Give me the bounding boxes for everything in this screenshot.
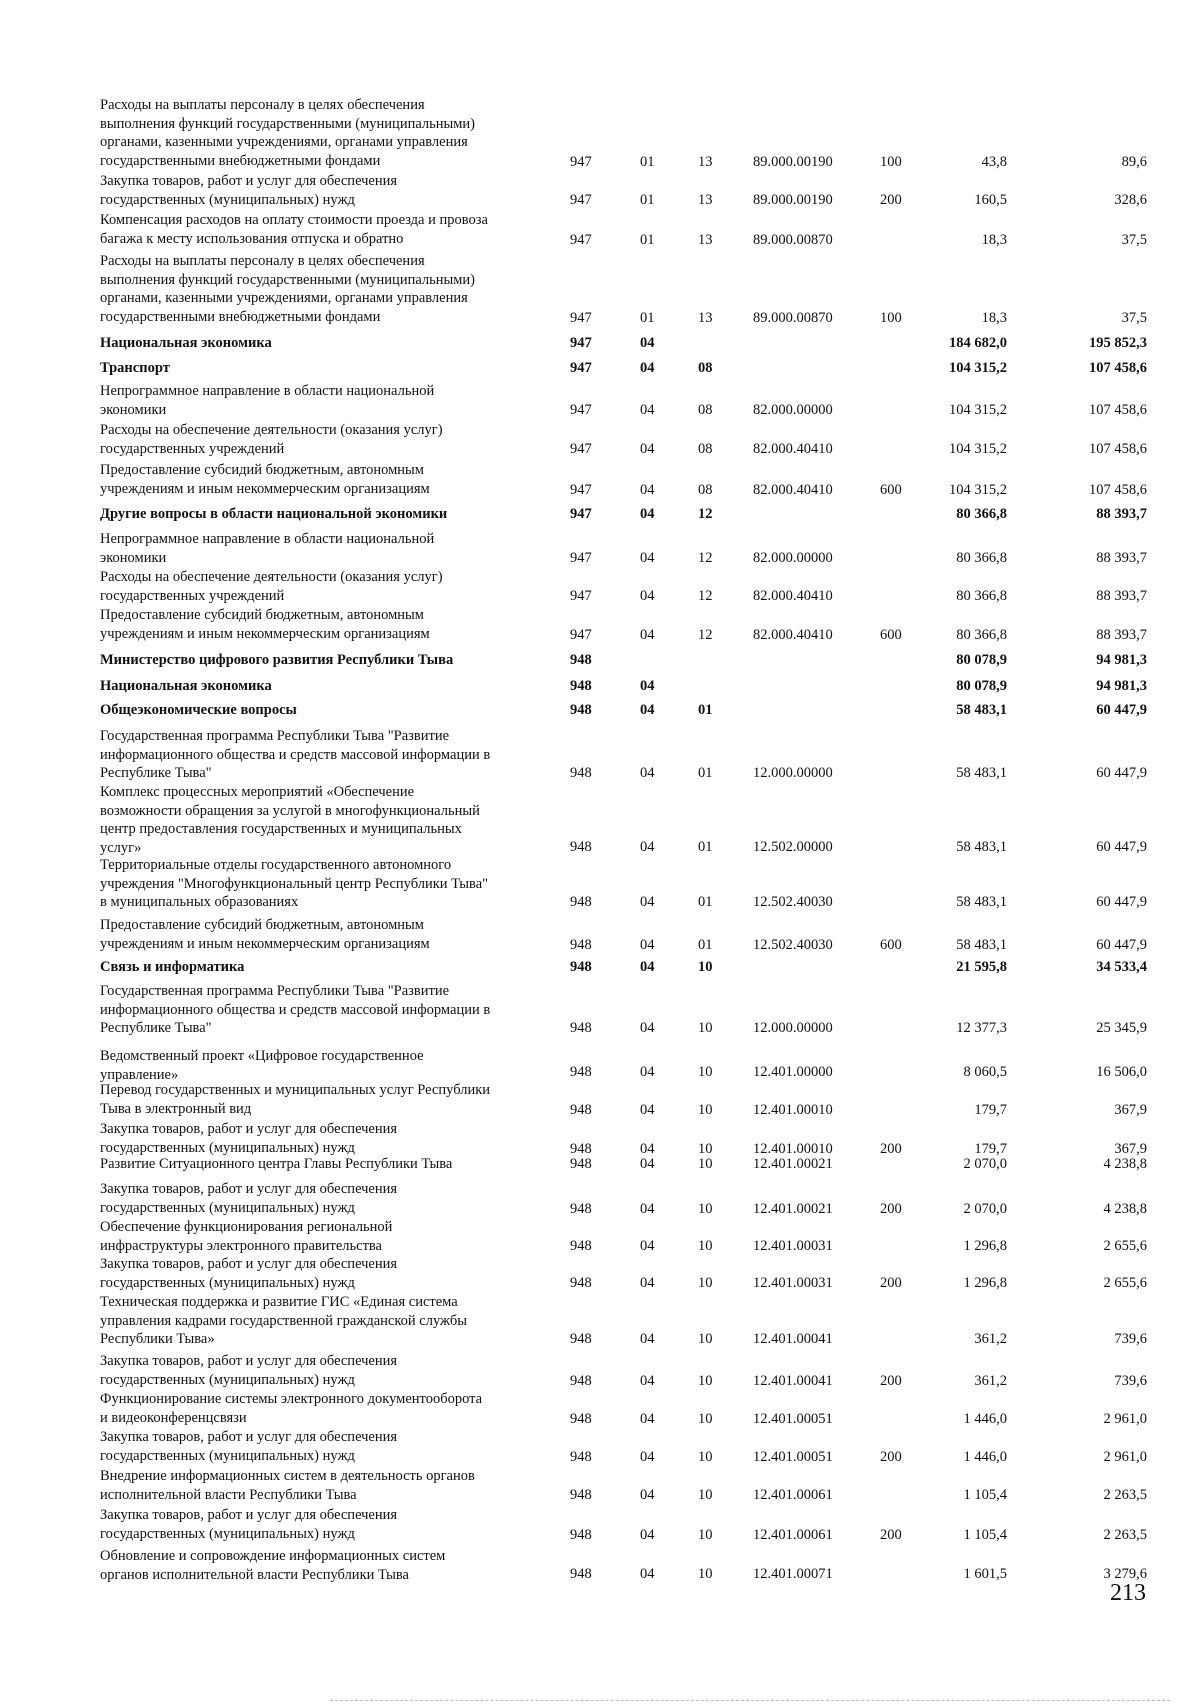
cell-name: Непрограммное направление в области национальной экономики <box>100 531 435 566</box>
cell-name: Предоставление субсидий бюджетным, автономным учреждениям и иным некоммерческим организациям <box>100 607 430 642</box>
cell-v1: 80 366,8 <box>956 626 1007 643</box>
cell-v2: 60 447,9 <box>1096 936 1147 953</box>
cell-v2: 60 447,9 <box>1096 701 1147 718</box>
cell-csr: 12.401.00031 <box>753 1274 833 1291</box>
cell-csr: 12.401.00061 <box>753 1526 833 1543</box>
cell-v1: 80 078,9 <box>956 677 1007 694</box>
cell-name: Территориальные отделы государственного автономного учреждения "Многофункциональный центр Республики Тыва" в муниципальных образованиях <box>100 857 489 910</box>
cell-v1: 58 483,1 <box>956 701 1007 718</box>
cell-v1: 104 315,2 <box>949 481 1007 498</box>
cell-csr: 82.000.40410 <box>753 440 833 457</box>
cell-v2: 37,5 <box>1121 309 1147 326</box>
cell-csr: 89.000.00190 <box>753 153 833 170</box>
cell-v1: 104 315,2 <box>949 440 1007 457</box>
cell-v2: 88 393,7 <box>1096 626 1147 643</box>
cell-vr: 600 <box>880 936 902 953</box>
cell-pr: 08 <box>698 359 713 376</box>
table-row <box>0 1081 1200 1119</box>
cell-vr: 100 <box>880 309 902 326</box>
cell-name: Закупка товаров, работ и услуг для обеспечения государственных (муниципальных) нужд <box>100 1507 398 1542</box>
cell-v2: 3 279,6 <box>1103 1565 1147 1582</box>
cell-ved: 948 <box>570 1101 592 1118</box>
cell-v1: 179,7 <box>974 1101 1007 1118</box>
cell-rz: 01 <box>640 191 655 208</box>
cell-pr: 10 <box>698 1101 713 1118</box>
cell-v1: 80 366,8 <box>956 587 1007 604</box>
table-row <box>0 651 1200 669</box>
cell-ved: 947 <box>570 549 592 566</box>
cell-v1: 21 595,8 <box>956 958 1007 975</box>
cell-ved: 948 <box>570 1200 592 1217</box>
cell-ved: 948 <box>570 1448 592 1465</box>
table-row <box>0 568 1200 605</box>
cell-name: Закупка товаров, работ и услуг для обеспечения государственных (муниципальных) нужд <box>100 1353 398 1388</box>
cell-v1: 58 483,1 <box>956 838 1007 855</box>
cell-v2: 2 263,5 <box>1103 1526 1147 1543</box>
cell-v2: 739,6 <box>1114 1372 1147 1389</box>
table-row <box>0 211 1200 249</box>
cell-rz: 04 <box>640 1274 655 1291</box>
cell-vr: 200 <box>880 1526 902 1543</box>
cell-ved: 947 <box>570 153 592 170</box>
cell-rz: 04 <box>640 1330 655 1347</box>
cell-csr: 82.000.40410 <box>753 626 833 643</box>
cell-rz: 04 <box>640 1372 655 1389</box>
table-row <box>0 727 1200 782</box>
table-row <box>0 505 1200 523</box>
table-row <box>0 1390 1200 1428</box>
cell-pr: 12 <box>698 626 713 643</box>
table-row <box>0 1155 1200 1173</box>
table-row <box>0 96 1200 171</box>
cell-name: Обеспечение функционирования региональной инфраструктуры электронного правительства <box>100 1219 393 1254</box>
cell-rz: 04 <box>640 549 655 566</box>
cell-name: Комплекс процессных мероприятий «Обеспечение возможности обращения за услугой в многофункциональный центр предоставления государственных и муниципальных услуг» <box>100 784 480 856</box>
cell-pr: 10 <box>698 1526 713 1543</box>
cell-v2: 2 263,5 <box>1103 1486 1147 1503</box>
cell-ved: 948 <box>570 958 592 975</box>
cell-ved: 948 <box>570 1274 592 1291</box>
cell-vr: 200 <box>880 1274 902 1291</box>
cell-v1: 1 601,5 <box>963 1565 1007 1582</box>
cell-name: Обновление и сопровождение информационных систем органов исполнительной власти Республики Тыва <box>100 1548 446 1583</box>
cell-v1: 361,2 <box>974 1372 1007 1389</box>
cell-pr: 10 <box>698 1410 713 1427</box>
cell-pr: 10 <box>698 1140 713 1157</box>
cell-v2: 107 458,6 <box>1089 401 1147 418</box>
cell-v2: 107 458,6 <box>1089 440 1147 457</box>
cell-rz: 04 <box>640 481 655 498</box>
cell-pr: 01 <box>698 936 713 953</box>
cell-ved: 948 <box>570 1526 592 1543</box>
cell-name: Общеэкономические вопросы <box>100 702 297 718</box>
cell-pr: 10 <box>698 1565 713 1582</box>
table-row <box>0 1467 1200 1504</box>
cell-name: Внедрение информационных систем в деятельность органов исполнительной власти Республики Тыва <box>100 1468 475 1503</box>
cell-csr: 12.401.00031 <box>753 1237 833 1254</box>
cell-vr: 200 <box>880 1448 902 1465</box>
cell-name: Министерство цифрового развития Республики Тыва <box>100 652 454 668</box>
table-row <box>0 252 1200 327</box>
cell-csr: 12.502.00000 <box>753 838 833 855</box>
cell-name: Компенсация расходов на оплату стоимости проезда и провоза багажа к месту использования отпуска и обратно <box>100 212 488 247</box>
cell-name: Расходы на выплаты персоналу в целях обеспечения выполнения функций государственными (муниципальными) органами, казенными учреждениями, органами управления государственными внебюджетными фондами <box>100 97 476 169</box>
cell-pr: 10 <box>698 1237 713 1254</box>
cell-ved: 947 <box>570 309 592 326</box>
cell-v2: 88 393,7 <box>1096 587 1147 604</box>
cell-csr: 12.000.00000 <box>753 764 833 781</box>
cell-v1: 1 296,8 <box>963 1274 1007 1291</box>
cell-pr: 01 <box>698 764 713 781</box>
table-row <box>0 1506 1200 1544</box>
cell-name: Расходы на обеспечение деятельности (оказания услуг) государственных учреждений <box>100 569 443 604</box>
cell-rz: 04 <box>640 626 655 643</box>
cell-csr: 12.401.00051 <box>753 1410 833 1427</box>
cell-ved: 948 <box>570 1140 592 1157</box>
cell-name: Закупка товаров, работ и услуг для обеспечения государственных (муниципальных) нужд <box>100 1121 398 1156</box>
table-row <box>0 606 1200 644</box>
cell-csr: 12.401.00041 <box>753 1330 833 1347</box>
cell-v1: 12 377,3 <box>956 1019 1007 1036</box>
table-row <box>0 1547 1200 1583</box>
cell-csr: 12.401.00051 <box>753 1448 833 1465</box>
cell-rz: 01 <box>640 309 655 326</box>
cell-name: Национальная экономика <box>100 335 272 351</box>
cell-v2: 739,6 <box>1114 1330 1147 1347</box>
cell-rz: 04 <box>640 838 655 855</box>
cell-v2: 107 458,6 <box>1089 481 1147 498</box>
cell-ved: 948 <box>570 893 592 910</box>
table-row <box>0 530 1200 567</box>
page-number: 213 <box>1110 1580 1146 1606</box>
cell-pr: 08 <box>698 401 713 418</box>
cell-csr: 12.401.00000 <box>753 1063 833 1080</box>
cell-name: Развитие Ситуационного центра Главы Республики Тыва <box>100 1156 453 1172</box>
cell-ved: 947 <box>570 481 592 498</box>
cell-v2: 367,9 <box>1114 1101 1147 1118</box>
cell-name: Национальная экономика <box>100 678 272 694</box>
table-row <box>0 421 1200 458</box>
cell-ved: 947 <box>570 334 592 351</box>
cell-csr: 82.000.40410 <box>753 587 833 604</box>
cell-ved: 948 <box>570 936 592 953</box>
cell-rz: 04 <box>640 1237 655 1254</box>
cell-ved: 948 <box>570 1155 592 1172</box>
cell-rz: 04 <box>640 1565 655 1582</box>
cell-v2: 88 393,7 <box>1096 505 1147 522</box>
cell-rz: 04 <box>640 1200 655 1217</box>
cell-v2: 88 393,7 <box>1096 549 1147 566</box>
cell-csr: 12.401.00021 <box>753 1155 833 1172</box>
table-row <box>0 783 1200 856</box>
cell-pr: 13 <box>698 191 713 208</box>
table-row <box>0 1180 1200 1218</box>
cell-pr: 10 <box>698 1372 713 1389</box>
cell-rz: 04 <box>640 401 655 418</box>
table-row <box>0 958 1200 976</box>
cell-csr: 12.401.00010 <box>753 1101 833 1118</box>
cell-ved: 947 <box>570 359 592 376</box>
cell-rz: 04 <box>640 1063 655 1080</box>
cell-pr: 13 <box>698 153 713 170</box>
cell-v2: 367,9 <box>1114 1140 1147 1157</box>
table-row <box>0 701 1200 719</box>
cell-v1: 179,7 <box>974 1140 1007 1157</box>
table-row <box>0 677 1200 695</box>
cell-pr: 10 <box>698 1200 713 1217</box>
cell-ved: 948 <box>570 1019 592 1036</box>
cell-v2: 60 447,9 <box>1096 764 1147 781</box>
cell-name: Другие вопросы в области национальной экономики <box>100 506 448 522</box>
cell-rz: 01 <box>640 153 655 170</box>
cell-pr: 12 <box>698 587 713 604</box>
cell-v1: 1 105,4 <box>963 1526 1007 1543</box>
cell-v2: 25 345,9 <box>1096 1019 1147 1036</box>
table-row <box>0 1218 1200 1255</box>
cell-pr: 08 <box>698 481 713 498</box>
cell-rz: 04 <box>640 701 655 718</box>
table-row <box>0 916 1200 954</box>
table-row <box>0 1293 1200 1348</box>
cell-name: Предоставление субсидий бюджетным, автономным учреждениям и иным некоммерческим организациям <box>100 462 430 497</box>
cell-v1: 43,8 <box>981 153 1007 170</box>
cell-v2: 107 458,6 <box>1089 359 1147 376</box>
cell-pr: 10 <box>698 1274 713 1291</box>
cell-v2: 4 238,8 <box>1103 1200 1147 1217</box>
cell-csr: 89.000.00870 <box>753 231 833 248</box>
cell-rz: 04 <box>640 764 655 781</box>
table-row <box>0 856 1200 911</box>
cell-v2: 37,5 <box>1121 231 1147 248</box>
cell-pr: 12 <box>698 549 713 566</box>
cell-v2: 328,6 <box>1114 191 1147 208</box>
cell-ved: 948 <box>570 651 592 668</box>
cell-pr: 10 <box>698 1448 713 1465</box>
cell-name: Предоставление субсидий бюджетным, автономным учреждениям и иным некоммерческим организациям <box>100 917 430 952</box>
cell-ved: 947 <box>570 231 592 248</box>
cell-name: Ведомственный проект «Цифровое государственное управление» <box>100 1048 424 1083</box>
cell-v1: 104 315,2 <box>949 401 1007 418</box>
cell-ved: 948 <box>570 1372 592 1389</box>
cell-v2: 34 533,4 <box>1096 958 1147 975</box>
cell-csr: 12.401.00021 <box>753 1200 833 1217</box>
cell-v1: 80 366,8 <box>956 505 1007 522</box>
cell-name: Закупка товаров, работ и услуг для обеспечения государственных (муниципальных) нужд <box>100 1181 398 1216</box>
table-row <box>0 172 1200 209</box>
table-row <box>0 334 1200 352</box>
cell-v2: 60 447,9 <box>1096 893 1147 910</box>
cell-csr: 82.000.40410 <box>753 481 833 498</box>
cell-name: Закупка товаров, работ и услуг для обеспечения государственных (муниципальных) нужд <box>100 173 398 208</box>
cell-vr: 200 <box>880 1372 902 1389</box>
cell-v2: 94 981,3 <box>1096 651 1147 668</box>
cell-pr: 10 <box>698 1155 713 1172</box>
cell-v1: 58 483,1 <box>956 764 1007 781</box>
cell-v1: 1 446,0 <box>963 1448 1007 1465</box>
cell-pr: 10 <box>698 1330 713 1347</box>
cell-ved: 947 <box>570 626 592 643</box>
cell-ved: 948 <box>570 1410 592 1427</box>
cell-rz: 01 <box>640 231 655 248</box>
cell-ved: 948 <box>570 764 592 781</box>
cell-name: Функционирование системы электронного документооборота и видеоконференцсвязи <box>100 1391 483 1426</box>
cell-ved: 948 <box>570 1237 592 1254</box>
cell-pr: 10 <box>698 1019 713 1036</box>
cell-pr: 13 <box>698 231 713 248</box>
cell-pr: 01 <box>698 838 713 855</box>
cell-rz: 04 <box>640 334 655 351</box>
cell-rz: 04 <box>640 1140 655 1157</box>
cell-csr: 12.401.00061 <box>753 1486 833 1503</box>
cell-pr: 01 <box>698 701 713 718</box>
cell-rz: 04 <box>640 1486 655 1503</box>
cell-csr: 12.502.40030 <box>753 893 833 910</box>
cell-vr: 200 <box>880 191 902 208</box>
cell-rz: 04 <box>640 1448 655 1465</box>
cell-v2: 94 981,3 <box>1096 677 1147 694</box>
cell-csr: 82.000.00000 <box>753 549 833 566</box>
cell-v2: 60 447,9 <box>1096 838 1147 855</box>
cell-v1: 58 483,1 <box>956 893 1007 910</box>
cell-v1: 58 483,1 <box>956 936 1007 953</box>
cell-v1: 104 315,2 <box>949 359 1007 376</box>
cell-rz: 04 <box>640 677 655 694</box>
cell-v1: 160,5 <box>974 191 1007 208</box>
cell-v2: 2 655,6 <box>1103 1274 1147 1291</box>
cell-rz: 04 <box>640 505 655 522</box>
cell-ved: 948 <box>570 701 592 718</box>
cell-csr: 12.401.00071 <box>753 1565 833 1582</box>
cell-pr: 01 <box>698 893 713 910</box>
bottom-scan-edge <box>330 1700 1170 1701</box>
cell-pr: 08 <box>698 440 713 457</box>
cell-v2: 2 961,0 <box>1103 1448 1147 1465</box>
cell-rz: 04 <box>640 359 655 376</box>
cell-rz: 04 <box>640 893 655 910</box>
cell-csr: 12.401.00010 <box>753 1140 833 1157</box>
table-row <box>0 1428 1200 1466</box>
cell-v2: 2 961,0 <box>1103 1410 1147 1427</box>
cell-ved: 947 <box>570 587 592 604</box>
cell-v1: 2 070,0 <box>963 1200 1007 1217</box>
cell-ved: 948 <box>570 1486 592 1503</box>
table-row <box>0 1120 1200 1158</box>
cell-v1: 80 078,9 <box>956 651 1007 668</box>
cell-v1: 18,3 <box>981 309 1007 326</box>
cell-name: Транспорт <box>100 360 170 376</box>
cell-pr: 12 <box>698 505 713 522</box>
cell-rz: 04 <box>640 936 655 953</box>
cell-v2: 195 852,3 <box>1089 334 1147 351</box>
cell-csr: 82.000.00000 <box>753 401 833 418</box>
cell-ved: 948 <box>570 1063 592 1080</box>
cell-rz: 04 <box>640 587 655 604</box>
cell-v2: 89,6 <box>1121 153 1147 170</box>
cell-name: Расходы на выплаты персоналу в целях обеспечения выполнения функций государственными (муниципальными) органами, казенными учреждениями, органами управления государственными внебюджетными фондами <box>100 253 476 325</box>
cell-name: Расходы на обеспечение деятельности (оказания услуг) государственных учреждений <box>100 422 443 457</box>
table-row <box>0 1255 1200 1292</box>
cell-name: Техническая поддержка и развитие ГИС «Единая система управления кадрами государственной гражданской службы Республики Тыва» <box>100 1294 467 1347</box>
cell-name: Государственная программа Республики Тыва "Развитие информационного общества и средств массовой информации в Республике Тыва" <box>100 983 491 1036</box>
cell-ved: 947 <box>570 440 592 457</box>
table-row <box>0 1047 1200 1081</box>
cell-csr: 89.000.00870 <box>753 309 833 326</box>
cell-rz: 04 <box>640 1155 655 1172</box>
cell-name: Связь и информатика <box>100 959 245 975</box>
cell-vr: 200 <box>880 1140 902 1157</box>
cell-v1: 1 296,8 <box>963 1237 1007 1254</box>
cell-v1: 18,3 <box>981 231 1007 248</box>
cell-v1: 2 070,0 <box>963 1155 1007 1172</box>
cell-rz: 04 <box>640 958 655 975</box>
table-row <box>0 982 1200 1037</box>
cell-csr: 12.502.40030 <box>753 936 833 953</box>
cell-pr: 10 <box>698 1486 713 1503</box>
cell-v1: 1 105,4 <box>963 1486 1007 1503</box>
cell-name: Перевод государственных и муниципальных услуг Республики Тыва в электронный вид <box>100 1082 491 1117</box>
cell-ved: 948 <box>570 1565 592 1582</box>
cell-v1: 1 446,0 <box>963 1410 1007 1427</box>
cell-rz: 04 <box>640 1410 655 1427</box>
cell-csr: 12.000.00000 <box>753 1019 833 1036</box>
cell-ved: 947 <box>570 191 592 208</box>
table-row <box>0 382 1200 419</box>
cell-rz: 04 <box>640 440 655 457</box>
cell-csr: 89.000.00190 <box>753 191 833 208</box>
cell-vr: 100 <box>880 153 902 170</box>
cell-rz: 04 <box>640 1526 655 1543</box>
cell-vr: 200 <box>880 1200 902 1217</box>
cell-ved: 947 <box>570 401 592 418</box>
table-row <box>0 461 1200 499</box>
cell-pr: 13 <box>698 309 713 326</box>
cell-v2: 16 506,0 <box>1096 1063 1147 1080</box>
cell-ved: 948 <box>570 1330 592 1347</box>
cell-v1: 361,2 <box>974 1330 1007 1347</box>
cell-ved: 948 <box>570 677 592 694</box>
cell-name: Закупка товаров, работ и услуг для обеспечения государственных (муниципальных) нужд <box>100 1429 398 1464</box>
cell-pr: 10 <box>698 958 713 975</box>
cell-ved: 947 <box>570 505 592 522</box>
table-row <box>0 1352 1200 1390</box>
cell-rz: 04 <box>640 1101 655 1118</box>
cell-rz: 04 <box>640 1019 655 1036</box>
table-row <box>0 359 1200 377</box>
cell-pr: 10 <box>698 1063 713 1080</box>
cell-v1: 184 682,0 <box>949 334 1007 351</box>
cell-vr: 600 <box>880 481 902 498</box>
cell-name: Закупка товаров, работ и услуг для обеспечения государственных (муниципальных) нужд <box>100 1256 398 1291</box>
cell-csr: 12.401.00041 <box>753 1372 833 1389</box>
cell-name: Непрограммное направление в области национальной экономики <box>100 383 435 418</box>
cell-v1: 8 060,5 <box>963 1063 1007 1080</box>
cell-vr: 600 <box>880 626 902 643</box>
cell-v2: 2 655,6 <box>1103 1237 1147 1254</box>
cell-name: Государственная программа Республики Тыва "Развитие информационного общества и средств массовой информации в Республике Тыва" <box>100 728 491 781</box>
cell-v2: 4 238,8 <box>1103 1155 1147 1172</box>
cell-v1: 80 366,8 <box>956 549 1007 566</box>
cell-ved: 948 <box>570 838 592 855</box>
